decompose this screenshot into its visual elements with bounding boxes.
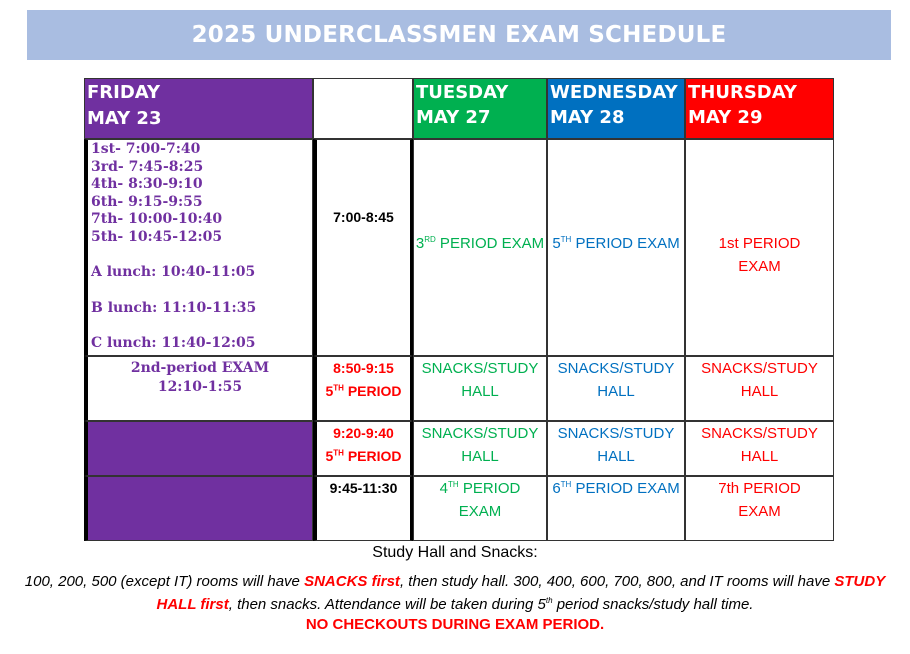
header-tuesday (413, 78, 547, 139)
friday-schedule-line: 3rd- 7:45-8:25 (91, 158, 204, 175)
time-slot-3: 9:20-9:40 5TH PERIOD (313, 421, 413, 476)
tuesday-exam-2: 4TH PERIOD EXAM (413, 476, 547, 541)
thursday-snacks-1: SNACKS/STUDY HALL (685, 356, 834, 421)
time-slot-1: 7:00-8:45 (313, 139, 413, 356)
tuesday-snacks-2: SNACKS/STUDY HALL (413, 421, 547, 476)
time-slot-4: 9:45-11:30 (313, 476, 413, 541)
friday-exam (84, 356, 313, 421)
header-time-blank (313, 78, 413, 139)
header-wednesday (547, 78, 685, 139)
time-slot-2: 8:50-9:15 5TH PERIOD (313, 356, 413, 421)
thursday-snacks-2: SNACKS/STUDY HALL (685, 421, 834, 476)
thursday-exam-1: 1st PERIOD EXAM (685, 139, 834, 356)
wednesday-exam-2: 6TH PERIOD EXAM (547, 476, 685, 541)
friday-schedule-line: 4th- 8:30-9:10 (91, 176, 203, 192)
tuesday-exam-1: 3RD PERIOD EXAM (413, 139, 547, 356)
schedule-title: 2025 UNDERCLASSMEN EXAM SCHEDULE (27, 10, 891, 60)
friday-schedule-line: 5th- 10:45-12:05 (91, 228, 223, 245)
friday-exam-time: 12:10-1:55 (157, 379, 243, 395)
friday-schedule-line: 1st- 7:00-7:40 (91, 141, 201, 157)
wednesday-exam-1: 5TH PERIOD EXAM (547, 139, 685, 356)
friday-filler-1 (84, 421, 313, 476)
wednesday-snacks-1: SNACKS/STUDY HALL (547, 356, 685, 421)
header-thursday-date: MAY 29 (688, 107, 763, 128)
friday-lunch-a: A lunch: 10:40-11:05 (91, 264, 256, 280)
header-thursday (685, 78, 834, 139)
thursday-exam-2: 7th PERIOD EXAM (685, 476, 834, 541)
friday-filler-2 (84, 476, 313, 541)
tuesday-snacks-1: SNACKS/STUDY HALL (413, 356, 547, 421)
footer-title: Study Hall and Snacks: (372, 544, 538, 561)
header-tuesday-date: MAY 27 (416, 107, 491, 128)
friday-schedule-line: 7th- 10:00-10:40 (91, 211, 223, 227)
friday-lunch-c: C lunch: 11:40-12:05 (91, 335, 256, 351)
header-tuesday-day: TUESDAY (416, 82, 509, 103)
footer-note: 100, 200, 500 (except IT) rooms will have SNACKS first, then study hall. 300, 400, 600, 700, 800, and IT rooms will have STUDY HALL first, then snacks. Attendance will be taken during 5th period snacks/study hall time. (24, 573, 886, 613)
friday-period-schedule (84, 139, 313, 356)
header-thursday-day: THURSDAY (688, 82, 797, 103)
header-friday (84, 78, 313, 139)
period-label-2: 5TH PERIOD (325, 383, 402, 399)
footer-warning: NO CHECKOUTS DURING EXAM PERIOD. (305, 616, 605, 633)
wednesday-snacks-2: SNACKS/STUDY HALL (547, 421, 685, 476)
exam-schedule-table (84, 78, 834, 541)
friday-lunch-b: B lunch: 11:10-11:35 (91, 299, 257, 316)
friday-exam-title: 2nd-period EXAM (130, 360, 270, 376)
header-friday-date: MAY 23 (87, 108, 162, 129)
header-wednesday-day: WEDNESDAY (550, 82, 678, 103)
friday-schedule-line: 6th- 9:15-9:55 (91, 193, 203, 210)
header-wednesday-date: MAY 28 (550, 107, 625, 128)
period-label-3: 5TH PERIOD (325, 448, 402, 464)
header-friday-day: FRIDAY (87, 82, 161, 103)
